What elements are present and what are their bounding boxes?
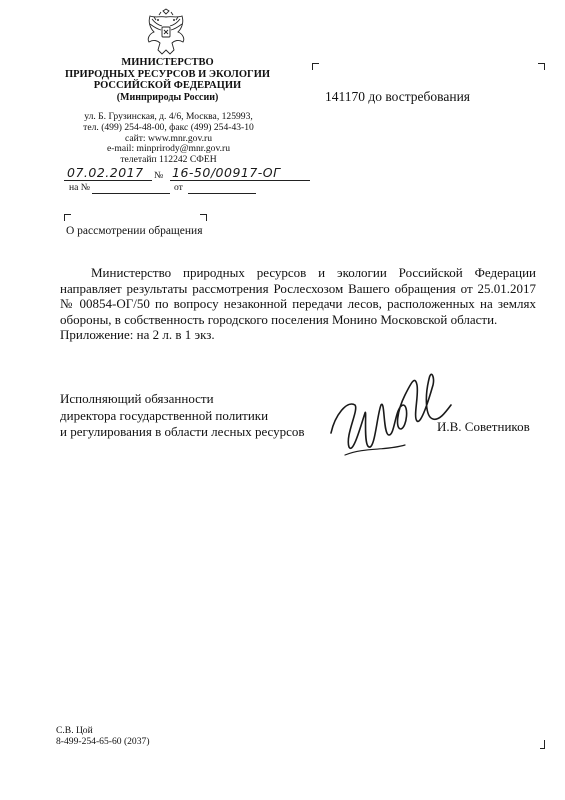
org-name-line-1: МИНИСТЕРСТВО [121, 57, 214, 68]
attachment-note: Приложение: на 2 л. в 1 экз. [60, 327, 215, 342]
telex: телетайп 112242 СФЕН [120, 154, 217, 166]
registration-number: 16-50/00917-ОГ [172, 165, 281, 180]
number-label: № [154, 170, 164, 181]
org-short-name: (Минприроды России) [116, 91, 219, 103]
recipient-corner-right [538, 63, 545, 70]
from-label: от [174, 182, 183, 193]
recipient-address: 141170 до востребования [325, 89, 470, 104]
org-name-line-2: ПРИРОДНЫХ РЕСУРСОВ И ЭКОЛОГИИ [64, 68, 271, 80]
scan-mark-bottom-right [540, 740, 545, 749]
signatory-name: И.В. Советников [437, 419, 530, 434]
phone-fax: тел. (499) 254-48-00, факс (499) 254-43-10 [83, 121, 254, 133]
organization-header [60, 57, 275, 103]
ref-label: на № [69, 182, 90, 193]
executor-phone: 8-499-254-65-60 (2037) [56, 736, 150, 747]
org-name-line-3: РОССИЙСКОЙ ФЕДЕРАЦИИ [93, 80, 242, 91]
signatory-title-line-3: и регулирования в области лесных ресурсов [60, 424, 305, 439]
subject-corner-right [200, 214, 207, 221]
letter-subject: О рассмотрении обращения [66, 225, 203, 237]
signatory-title-line-2: директора государственной политики [60, 407, 269, 423]
registration-block [64, 165, 314, 195]
recipient-corner-left [312, 63, 319, 70]
signatory-title-line-1: Исполняющий обязанности [60, 391, 214, 406]
handwritten-signature [325, 355, 460, 467]
executor-info [56, 725, 150, 747]
executor-name: С.В. Цой [56, 725, 93, 736]
email: e-mail: minprirody@mnr.gov.ru [106, 143, 231, 155]
contact-details [76, 112, 261, 166]
from-underline [188, 193, 256, 194]
coat-of-arms-icon [140, 8, 192, 56]
address: ул. Б. Грузинская, д. 4/6, Москва, 125993, [84, 111, 253, 122]
registration-date: 07.02.2017 [67, 165, 144, 180]
letter-body [60, 265, 536, 343]
website: сайт: www.mnr.gov.ru [124, 132, 213, 144]
subject-corner-left [64, 214, 71, 221]
body-paragraph: Министерство природных ресурсов и экологии Российской Федерации направляет результаты рассмотрения Рослесхозом Вашего обращения от 25.01.2017 № 00854-ОГ/50 по вопросу незаконной передачи лесов, расположенных на землях обороны, в собственность городского поселения Монино Московской области. [60, 265, 536, 327]
signatory-title [60, 391, 305, 441]
ref-underline [92, 193, 170, 194]
